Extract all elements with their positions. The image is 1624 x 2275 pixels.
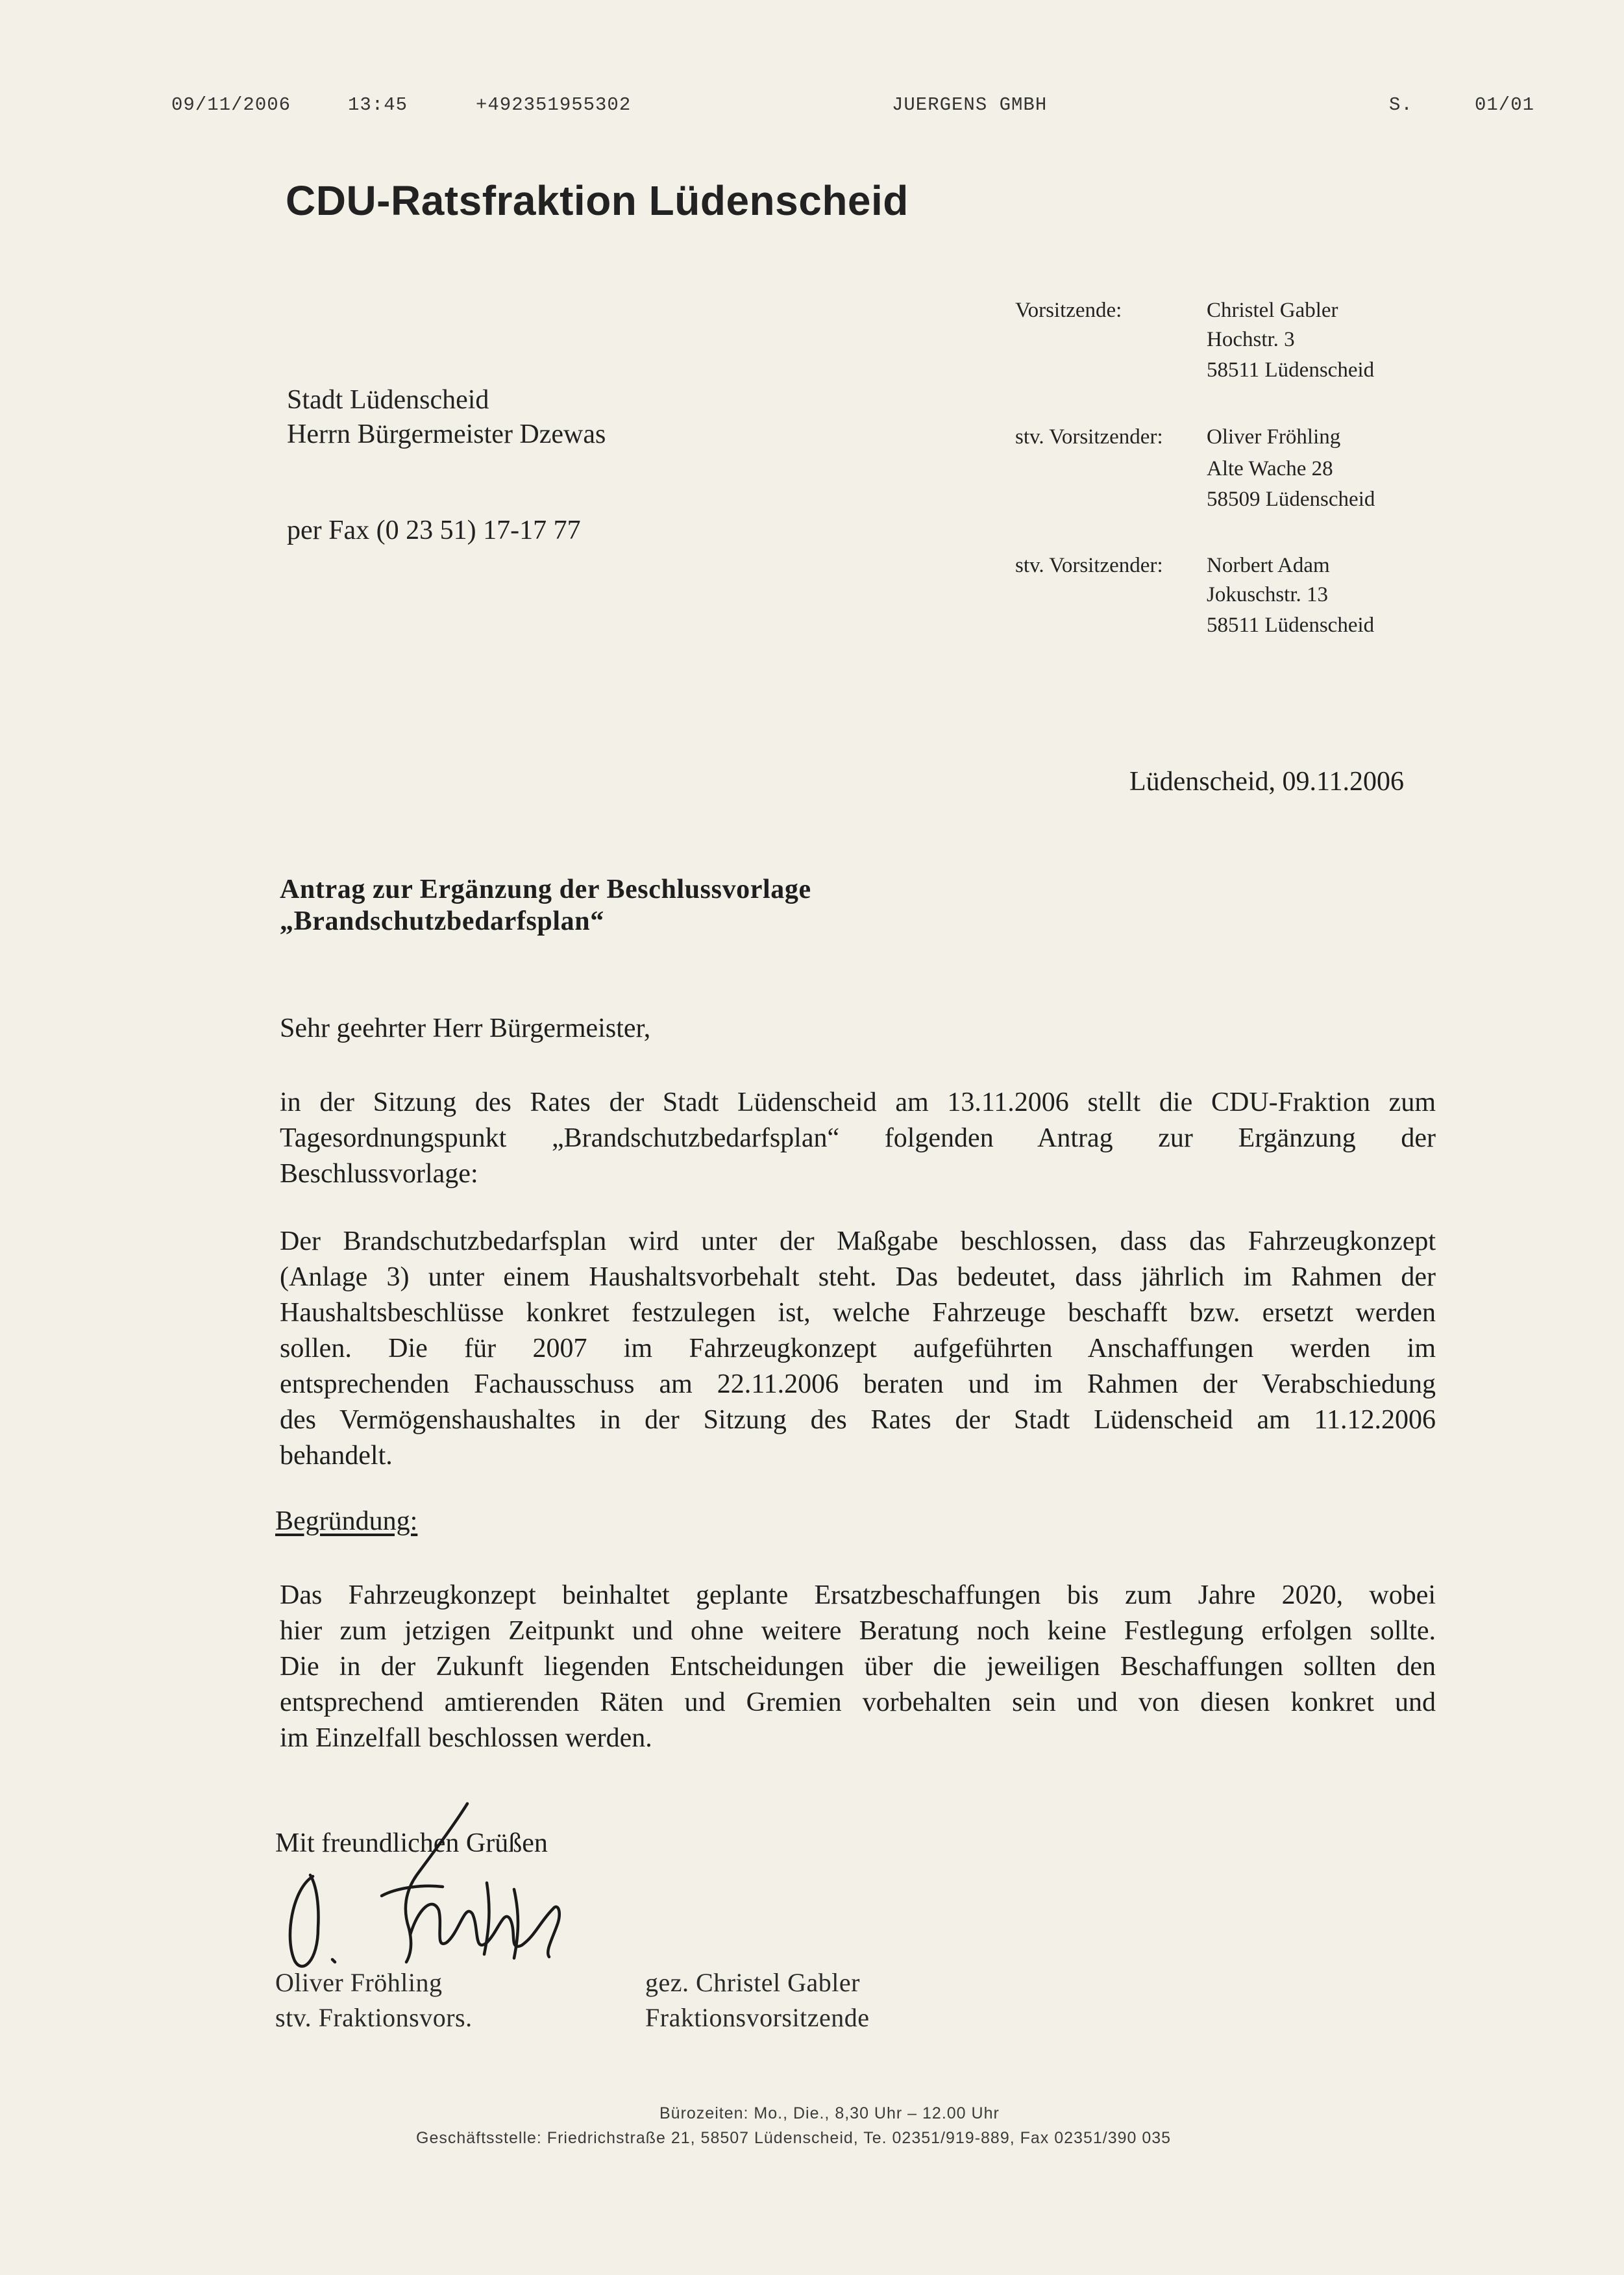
paragraph-reasoning — [280, 1578, 1436, 1756]
recipient-fax: per Fax (0 23 51) 17-17 77 — [287, 516, 581, 545]
recipient-line-2: Herrn Bürgermeister Dzewas — [287, 419, 606, 449]
signatory-1-name: Oliver Fröhling — [275, 1968, 443, 1997]
text-line: hier zum jetzigen Zeitpunkt und ohne weitere Beratung noch keine Festlegung erfolgen sollte. — [280, 1616, 1436, 1646]
text-line: des Vermögenshaushaltes in der Sitzung des Rates der Stadt Lüdenscheid am 11.12.2006 — [280, 1405, 1436, 1435]
text-line: (Anlage 3) unter einem Haushaltsvorbehalt steht. Das bedeutet, dass jährlich im Rahmen der — [280, 1262, 1436, 1292]
fax-number: +492351955302 — [476, 94, 632, 116]
letterhead-title: CDU-Ratsfraktion Lüdenscheid — [286, 177, 909, 224]
salutation: Sehr geehrter Herr Bürgermeister, — [280, 1013, 651, 1043]
signatory-1-title: stv. Fraktionsvors. — [275, 2003, 473, 2032]
board-role: Vorsitzende: — [1015, 299, 1122, 322]
text-line: Der Brandschutzbedarfsplan wird unter der Maßgabe beschlossen, dass das Fahrzeugkonzept — [280, 1226, 1436, 1256]
text-line: entsprechenden Fachausschuss am 22.11.2006 beraten und im Rahmen der Verabschiedung — [280, 1369, 1436, 1399]
text-line: Tagesordnungspunkt „Brandschutzbedarfsplan“ folgenden Antrag zur Ergänzung der — [280, 1123, 1436, 1153]
text-line: sollen. Die für 2007 im Fahrzeugkonzept aufgeführten Anschaffungen werden im — [280, 1334, 1436, 1363]
text-line: in der Sitzung des Rates der Stadt Lüdenscheid am 13.11.2006 stellt die CDU-Fraktion zum — [280, 1088, 1436, 1117]
board-name: Christel Gabler — [1207, 299, 1338, 322]
board-city: 58511 Lüdenscheid — [1207, 614, 1375, 637]
closing: Mit freundlichen Grüßen — [275, 1828, 548, 1858]
text-line: Das Fahrzeugkonzept beinhaltet geplante Ersatzbeschaffungen bis zum Jahre 2020, wobei — [280, 1580, 1436, 1610]
text-line: Haushaltsbeschlüsse konkret festzulegen ist, welche Fahrzeuge beschafft bzw. ersetzt werden — [280, 1298, 1436, 1328]
signatory-2-title: Fraktionsvorsitzende — [645, 2003, 870, 2032]
text-line: Die in der Zukunft liegenden Entscheidungen über die jeweiligen Beschaffungen sollten den — [280, 1652, 1436, 1682]
reasoning-heading: Begründung: — [275, 1506, 418, 1536]
recipient-line-1: Stadt Lüdenscheid — [287, 385, 489, 415]
board-role: stv. Vorsitzender: — [1015, 425, 1163, 449]
board-name: Oliver Fröhling — [1207, 425, 1341, 449]
subject-line-2: „Brandschutzbedarfsplan“ — [280, 906, 604, 936]
subject-line-1: Antrag zur Ergänzung der Beschlussvorlage — [280, 875, 811, 904]
board-city: 58511 Lüdenscheid — [1207, 358, 1375, 382]
text-line: behandelt. — [280, 1441, 393, 1471]
footer-address: Geschäftsstelle: Friedrichstraße 21, 58507 Lüdenscheid, Te. 02351/919-889, Fax 02351/390 035 — [416, 2129, 1172, 2147]
footer-office-hours: Bürozeiten: Mo., Die., 8,30 Uhr – 12.00 Uhr — [659, 2104, 1000, 2122]
board-street: Hochstr. 3 — [1207, 328, 1295, 351]
paragraph-motion — [280, 1224, 1436, 1474]
board-city: 58509 Lüdenscheid — [1207, 488, 1375, 511]
fax-time: 13:45 — [348, 94, 408, 116]
paragraph-intro — [280, 1085, 1436, 1192]
text-line: entsprechend amtierenden Räten und Gremien vorbehalten sein und von diesen konkret und — [280, 1687, 1436, 1717]
board-street: Alte Wache 28 — [1207, 457, 1333, 480]
letter-date: Lüdenscheid, 09.11.2006 — [1129, 767, 1404, 797]
board-role: stv. Vorsitzender: — [1015, 554, 1163, 577]
board-name: Norbert Adam — [1207, 554, 1330, 577]
fax-page-label: S. — [1389, 94, 1413, 116]
fax-date: 09/11/2006 — [171, 94, 291, 116]
handwritten-signature — [273, 1798, 571, 1974]
text-line: im Einzelfall beschlossen werden. — [280, 1723, 652, 1753]
text-line: Beschlussvorlage: — [280, 1159, 478, 1189]
signatory-2-name: gez. Christel Gabler — [645, 1968, 860, 1997]
board-street: Jokuschstr. 13 — [1207, 583, 1329, 606]
fax-sender: JUERGENS GMBH — [892, 94, 1048, 116]
fax-page-number: 01/01 — [1475, 94, 1535, 116]
